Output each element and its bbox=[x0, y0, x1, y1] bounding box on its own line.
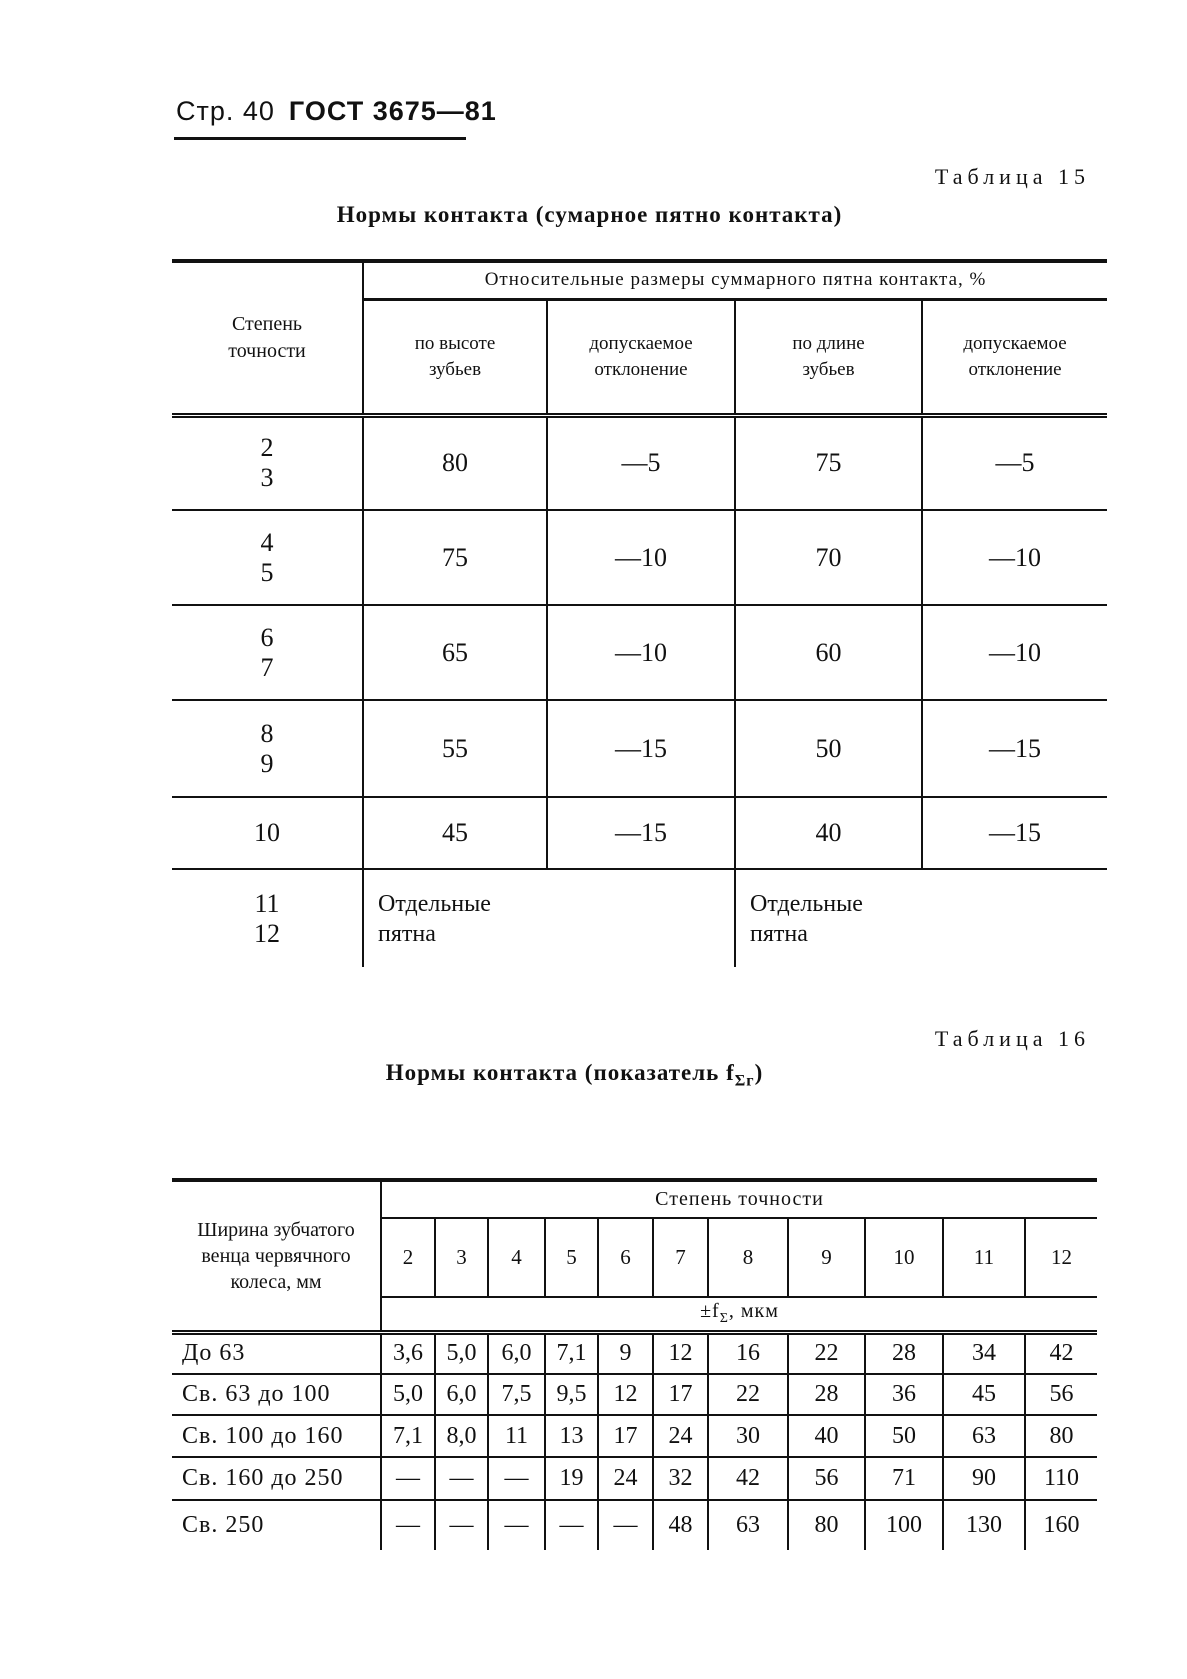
table15-row: 10 45 —15 40 —15 bbox=[172, 797, 1107, 869]
table15-right-note: Отдельные пятна bbox=[735, 869, 1107, 967]
table16-unit-subscript: Σ bbox=[719, 1311, 729, 1327]
table15-title: Нормы контакта (сумарное пятно контакта) bbox=[336, 202, 843, 227]
table15-row: 8 9 55 —15 50 —15 bbox=[172, 700, 1107, 797]
table15-last-row: 11 12 Отдельные пятна Отдельные пятна bbox=[172, 869, 1107, 967]
table15-subheader-by-height: по высоте зубьев bbox=[363, 299, 547, 415]
table15-subheader-by-length: по длине зубьев bbox=[735, 299, 922, 415]
document-code: ГОСТ 3675—81 bbox=[288, 96, 497, 126]
table16-unit-row: $\pm f_\Sigma$, мкм bbox=[381, 1297, 1097, 1332]
table16-row: Св. 63 до 100 5,0 6,0 7,5 9,5 12 17 22 28 36 45 56 bbox=[172, 1374, 1097, 1415]
table15 bbox=[172, 259, 1107, 967]
table15-left-note: Отдельные пятна bbox=[363, 869, 735, 967]
table15-caption: Таблица 15 bbox=[934, 164, 1090, 189]
page-number-label: Стр. 40 bbox=[176, 96, 275, 126]
table15-row: 2 3 80 —5 75 —5 bbox=[172, 415, 1107, 510]
table16 bbox=[172, 1178, 1097, 1550]
table16-row: Св. 250 — — — — — 48 63 80 100 130 160 bbox=[172, 1500, 1097, 1550]
table16-group-header: Степень точности bbox=[381, 1180, 1097, 1218]
page-header bbox=[176, 96, 497, 127]
table15-subheader-height-dev: допускаемое отклонение bbox=[547, 299, 735, 415]
table16-degree-row: 2 3 4 5 6 7 8 9 10 11 12 bbox=[172, 1218, 1097, 1297]
table15-group-header: Относительные размеры суммарного пятна контакта, % bbox=[363, 261, 1107, 299]
header-rule bbox=[174, 137, 466, 140]
table16-row: До 63 3,6 5,0 6,0 7,1 9 12 16 22 28 34 42 bbox=[172, 1332, 1097, 1374]
table16-row-header: Ширина зубчатого венца червячного колеса, мм bbox=[172, 1180, 381, 1332]
table16-row: Св. 100 до 160 7,1 8,0 11 13 17 24 30 40 50 63 80 bbox=[172, 1415, 1097, 1457]
table16-title: Нормы контакта (показатель $f_{\Sigma г}$) bbox=[385, 1060, 764, 1090]
table15-row: 6 7 65 —10 60 —10 bbox=[172, 605, 1107, 700]
table15-row: 4 5 75 —10 70 —10 bbox=[172, 510, 1107, 605]
table16-row: Св. 160 до 250 — — — 19 24 32 42 56 71 90 110 bbox=[172, 1457, 1097, 1500]
table16-caption: Таблица 16 bbox=[934, 1026, 1090, 1051]
table15-accuracy-header: Степень точности bbox=[172, 261, 363, 415]
table16-title-subscript: Σг bbox=[734, 1072, 755, 1090]
table15-subheader-length-dev: допускаемое отклонение bbox=[922, 299, 1107, 415]
